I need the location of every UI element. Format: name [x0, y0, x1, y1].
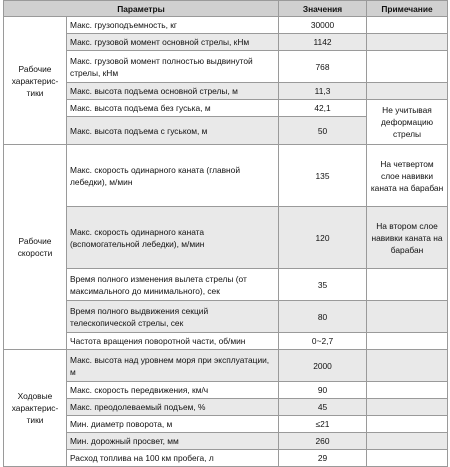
note-cell — [367, 17, 448, 34]
note-cell — [367, 34, 448, 51]
value-cell: 120 — [279, 207, 367, 269]
value-cell: 42,1 — [279, 100, 367, 117]
value-cell: 50 — [279, 117, 367, 145]
param-cell: Макс. грузовой момент полностью выдвинутой стрелы, кНм — [67, 51, 279, 83]
value-cell: 45 — [279, 399, 367, 416]
header-row — [4, 1, 448, 17]
param-cell: Частота вращения поворотной части, об/мин — [67, 333, 279, 350]
group-label: Ходовые характерис-тики — [4, 350, 67, 467]
param-cell: Макс. высота подъема без гуська, м — [67, 100, 279, 117]
param-cell: Макс. скорость передвижения, км/ч — [67, 382, 279, 399]
table-row — [4, 399, 448, 416]
param-cell: Время полного изменения вылета стрелы (от максимального до минимального), сек — [67, 269, 279, 301]
table-row — [4, 416, 448, 433]
group-label: Рабочие скорости — [4, 145, 67, 350]
param-cell: Макс. скорость одинарного каната (главной лебедки), м/мин — [67, 145, 279, 207]
param-cell: Макс. скорость одинарного каната (вспомогательной лебедки), м/мин — [67, 207, 279, 269]
param-cell: Мин. дорожный просвет, мм — [67, 433, 279, 450]
table-row — [4, 145, 448, 207]
note-cell — [367, 83, 448, 100]
table-row — [4, 17, 448, 34]
value-cell: 35 — [279, 269, 367, 301]
param-cell: Макс. преодолеваемый подъем, % — [67, 399, 279, 416]
value-cell: 30000 — [279, 17, 367, 34]
note-cell — [367, 450, 448, 467]
value-cell: 260 — [279, 433, 367, 450]
table-row — [4, 83, 448, 100]
note-cell — [367, 416, 448, 433]
values-header: Значения — [279, 1, 367, 17]
table-row — [4, 301, 448, 333]
table-row — [4, 382, 448, 399]
table-row — [4, 34, 448, 51]
table-row — [4, 450, 448, 467]
param-cell: Макс. высота над уровнем моря при эксплуатации, м — [67, 350, 279, 382]
value-cell: 11,3 — [279, 83, 367, 100]
value-cell: 29 — [279, 450, 367, 467]
note-header: Примечание — [367, 1, 448, 17]
value-cell: 2000 — [279, 350, 367, 382]
note-cell: Не учитывая деформацию стрелы — [367, 100, 448, 145]
specifications-table — [3, 0, 448, 467]
group-label: Рабочие характерис-тики — [4, 17, 67, 145]
note-cell — [367, 333, 448, 350]
table-row — [4, 100, 448, 117]
value-cell: 80 — [279, 301, 367, 333]
note-cell — [367, 51, 448, 83]
value-cell: 768 — [279, 51, 367, 83]
value-cell: 135 — [279, 145, 367, 207]
value-cell: 90 — [279, 382, 367, 399]
note-cell — [367, 301, 448, 333]
table-row — [4, 350, 448, 382]
table-row — [4, 51, 448, 83]
table-row — [4, 333, 448, 350]
param-cell: Время полного выдвижения секций телескопической стрелы, сек — [67, 301, 279, 333]
note-cell — [367, 350, 448, 382]
note-cell — [367, 269, 448, 301]
note-cell: На четвертом слое навивки каната на барабан — [367, 145, 448, 207]
value-cell: 0~2,7 — [279, 333, 367, 350]
note-cell — [367, 382, 448, 399]
param-cell: Макс. высота подъема с гуськом, м — [67, 117, 279, 145]
value-cell: 1142 — [279, 34, 367, 51]
param-cell: Макс. грузовой момент основной стрелы, кНм — [67, 34, 279, 51]
params-header: Параметры — [4, 1, 279, 17]
note-cell: На втором слое навивки каната на барабан — [367, 207, 448, 269]
param-cell: Макс. высота подъема основной стрелы, м — [67, 83, 279, 100]
note-cell — [367, 399, 448, 416]
param-cell: Расход топлива на 100 км пробега, л — [67, 450, 279, 467]
value-cell: ≤21 — [279, 416, 367, 433]
param-cell: Макс. грузоподъемность, кг — [67, 17, 279, 34]
table-row — [4, 269, 448, 301]
table-row — [4, 207, 448, 269]
param-cell: Мин. диаметр поворота, м — [67, 416, 279, 433]
